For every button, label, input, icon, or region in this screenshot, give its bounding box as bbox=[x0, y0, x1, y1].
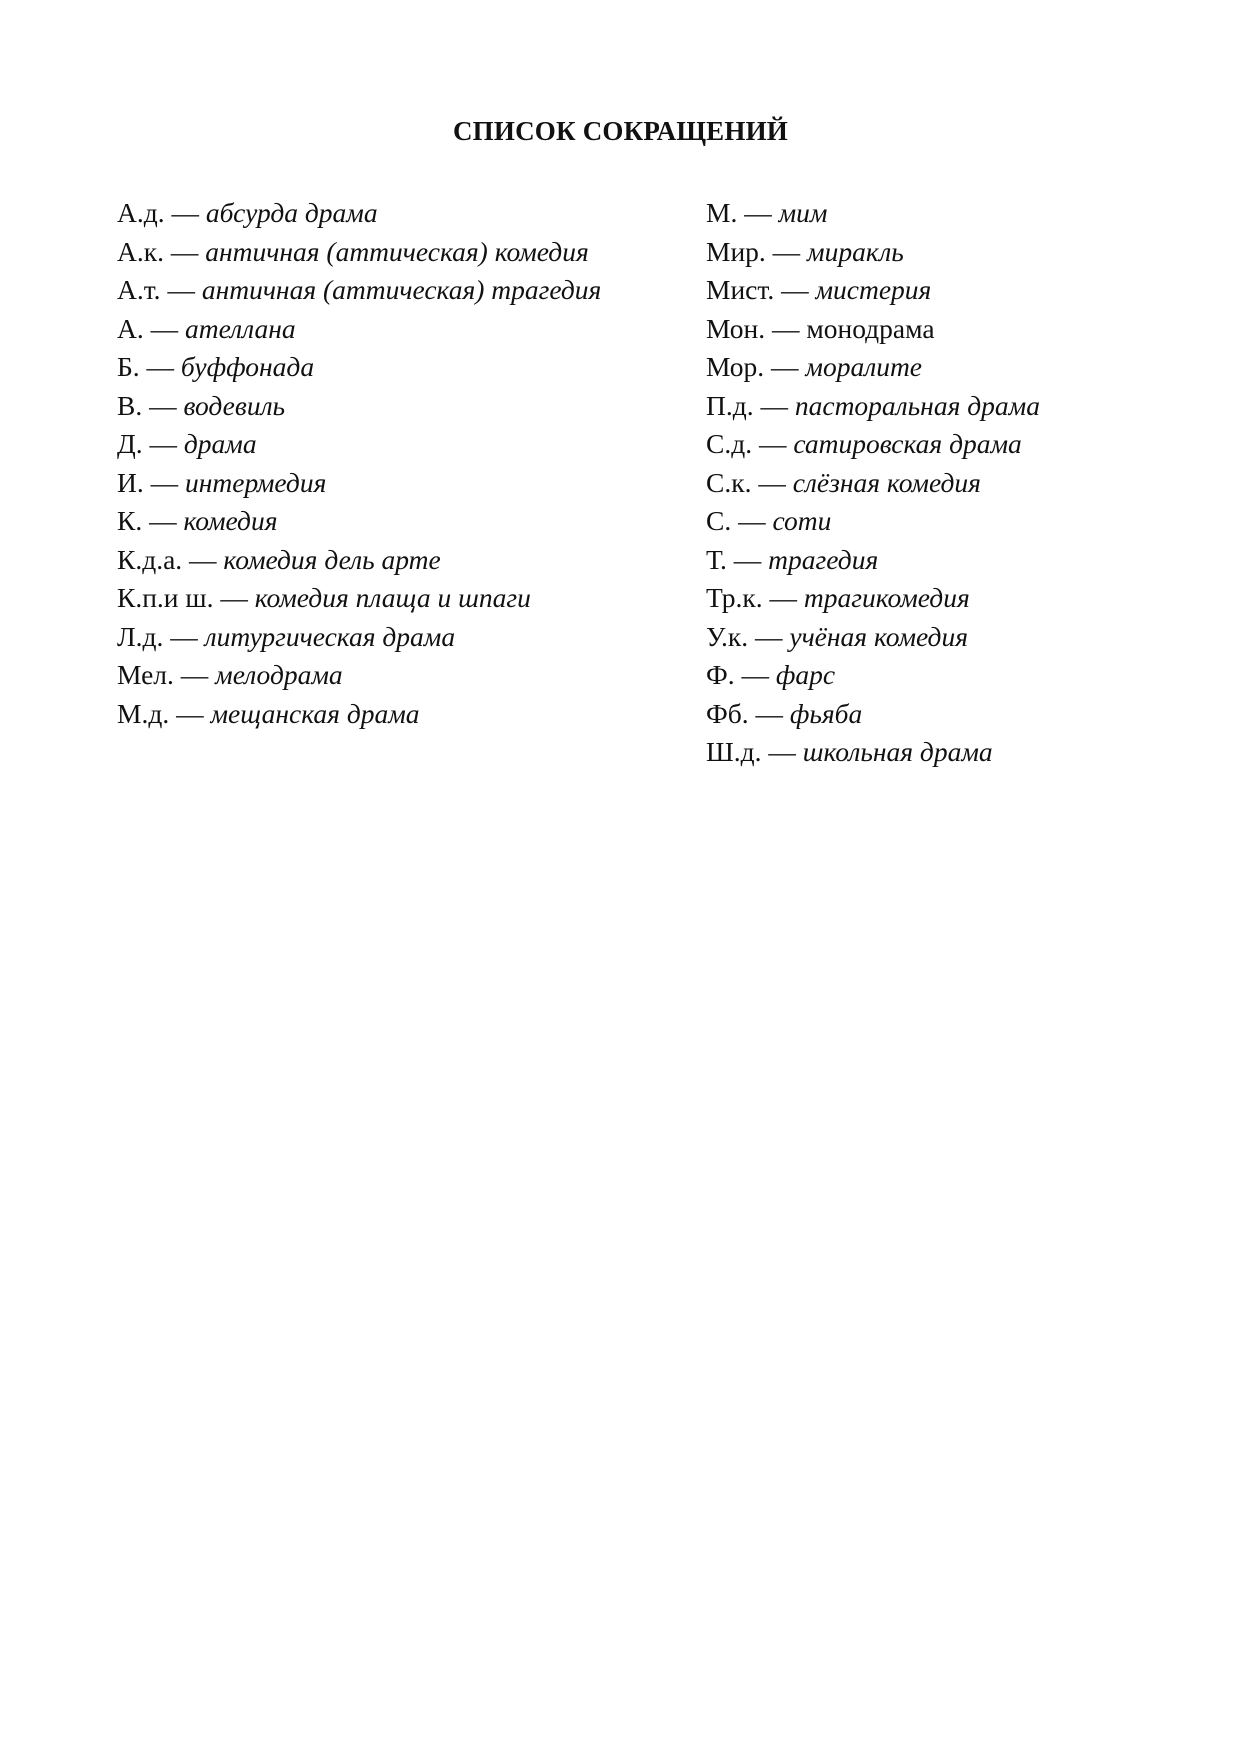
list-item bbox=[117, 579, 601, 618]
list-item bbox=[117, 695, 601, 734]
abbreviation: Л.д. bbox=[117, 620, 164, 652]
meaning: античная (аттическая) комедия bbox=[205, 235, 589, 267]
dash: — bbox=[160, 274, 202, 305]
list-item bbox=[706, 233, 1040, 272]
abbreviation: У.к. bbox=[706, 620, 749, 652]
abbreviation: Мист. bbox=[706, 274, 775, 305]
meaning: фьяба bbox=[789, 697, 863, 729]
abbreviation: К.п.и ш. bbox=[117, 582, 214, 613]
dash: — bbox=[726, 543, 769, 575]
abbreviation: Фб. bbox=[706, 697, 749, 729]
meaning: интермедия bbox=[185, 466, 327, 498]
list-item bbox=[706, 502, 1040, 541]
dash: — bbox=[142, 389, 184, 421]
abbreviation: А.т. bbox=[117, 274, 161, 305]
abbreviation: И. bbox=[117, 466, 144, 498]
dash: — bbox=[143, 312, 185, 344]
list-item bbox=[117, 233, 601, 272]
meaning: трагедия bbox=[768, 543, 879, 575]
abbreviation: К. bbox=[117, 505, 143, 536]
list-item bbox=[706, 695, 1040, 734]
list-item bbox=[706, 310, 1040, 349]
list-item bbox=[706, 348, 1040, 387]
abbreviation: М. bbox=[706, 197, 738, 228]
abbreviation: Ш.д. bbox=[706, 736, 762, 767]
list-item bbox=[117, 502, 601, 541]
meaning: буффонада bbox=[180, 351, 315, 382]
dash: — bbox=[764, 351, 806, 382]
list-item bbox=[117, 348, 601, 387]
abbreviation: А. bbox=[117, 312, 144, 344]
abbreviation: К.д.а. bbox=[117, 543, 183, 575]
abbreviation: Мон. bbox=[706, 312, 766, 344]
page-title: СПИСОК СОКРАЩЕНИЙ bbox=[452, 116, 788, 146]
abbreviation: А.д. bbox=[117, 197, 165, 228]
abbreviation: П.д. bbox=[706, 389, 754, 421]
meaning: трагикомедия bbox=[803, 582, 970, 613]
meaning: мим bbox=[778, 197, 828, 228]
dash: — bbox=[765, 312, 807, 344]
dash: — bbox=[142, 505, 184, 536]
list-item bbox=[117, 656, 601, 695]
abbreviation-list-left bbox=[117, 194, 601, 733]
abbreviation: Мел. bbox=[117, 659, 174, 690]
list-item bbox=[117, 541, 601, 580]
meaning: монодрама bbox=[806, 312, 935, 344]
dash: — bbox=[142, 428, 184, 459]
dash: — bbox=[751, 466, 793, 498]
dash: — bbox=[169, 697, 211, 729]
dash: — bbox=[765, 235, 808, 267]
abbreviation: Ф. bbox=[706, 659, 735, 690]
list-item bbox=[706, 425, 1040, 464]
dash: — bbox=[173, 659, 216, 690]
meaning: комедия дель арте bbox=[223, 543, 441, 575]
dash: — bbox=[761, 736, 803, 767]
list-item bbox=[117, 387, 601, 426]
meaning: ателлана bbox=[185, 312, 296, 344]
dash: — bbox=[163, 235, 206, 267]
abbreviation-list-right bbox=[706, 194, 1040, 772]
list-item bbox=[706, 618, 1040, 657]
abbreviation: М.д. bbox=[117, 697, 170, 729]
meaning: соти bbox=[772, 505, 832, 536]
meaning: учёная комедия bbox=[789, 620, 968, 652]
meaning: слёзная комедия bbox=[792, 466, 981, 498]
meaning: школьная драма bbox=[802, 736, 993, 767]
list-item bbox=[706, 271, 1040, 310]
list-item bbox=[117, 425, 601, 464]
meaning: мистерия bbox=[815, 274, 932, 305]
dash: — bbox=[753, 389, 795, 421]
meaning: комедия плаща и шпаги bbox=[254, 582, 531, 613]
abbreviation: С.к. bbox=[706, 466, 752, 498]
abbreviation: Т. bbox=[706, 543, 727, 575]
dash: — bbox=[774, 274, 816, 305]
meaning: фарс bbox=[775, 659, 836, 690]
dash: — bbox=[182, 543, 224, 575]
abbreviation: Мир. bbox=[706, 235, 766, 267]
meaning: античная (аттическая) трагедия bbox=[201, 274, 602, 305]
meaning: мелодрама bbox=[215, 659, 343, 690]
dash: — bbox=[164, 197, 206, 228]
meaning: моралите bbox=[805, 351, 923, 382]
list-item bbox=[706, 656, 1040, 695]
list-item bbox=[117, 464, 601, 503]
meaning: комедия bbox=[183, 505, 278, 536]
dash: — bbox=[762, 582, 804, 613]
abbreviation: Мор. bbox=[706, 351, 765, 382]
dash: — bbox=[748, 620, 790, 652]
dash: — bbox=[143, 466, 185, 498]
list-item bbox=[706, 194, 1040, 233]
meaning: мещанская драма bbox=[210, 697, 420, 729]
abbreviation: С.д. bbox=[706, 428, 753, 459]
meaning: абсурда драма bbox=[205, 197, 378, 228]
list-item bbox=[706, 733, 1040, 772]
abbreviation: Б. bbox=[117, 351, 140, 382]
abbreviation: В. bbox=[117, 389, 143, 421]
abbreviation: Д. bbox=[117, 428, 143, 459]
dash: — bbox=[752, 428, 794, 459]
dash: — bbox=[737, 197, 779, 228]
meaning: пасторальная драма bbox=[794, 389, 1040, 421]
meaning: миракль bbox=[807, 235, 904, 267]
list-item bbox=[117, 310, 601, 349]
dash: — bbox=[731, 505, 773, 536]
list-item bbox=[706, 541, 1040, 580]
dash: — bbox=[213, 582, 255, 613]
dash: — bbox=[139, 351, 181, 382]
abbreviation: Тр.к. bbox=[706, 582, 763, 613]
dash: — bbox=[163, 620, 205, 652]
list-item bbox=[117, 618, 601, 657]
meaning: литургическая драма bbox=[204, 620, 456, 652]
list-item bbox=[117, 271, 601, 310]
abbreviation: А.к. bbox=[117, 235, 164, 267]
dash: — bbox=[748, 697, 790, 729]
dash: — bbox=[734, 659, 776, 690]
list-item bbox=[706, 387, 1040, 426]
abbreviation: С. bbox=[706, 505, 732, 536]
list-item bbox=[706, 579, 1040, 618]
list-item bbox=[706, 464, 1040, 503]
meaning: водевиль bbox=[183, 389, 286, 421]
meaning: сатировская драма bbox=[793, 428, 1022, 459]
list-item bbox=[117, 194, 601, 233]
meaning: драма bbox=[183, 428, 257, 459]
